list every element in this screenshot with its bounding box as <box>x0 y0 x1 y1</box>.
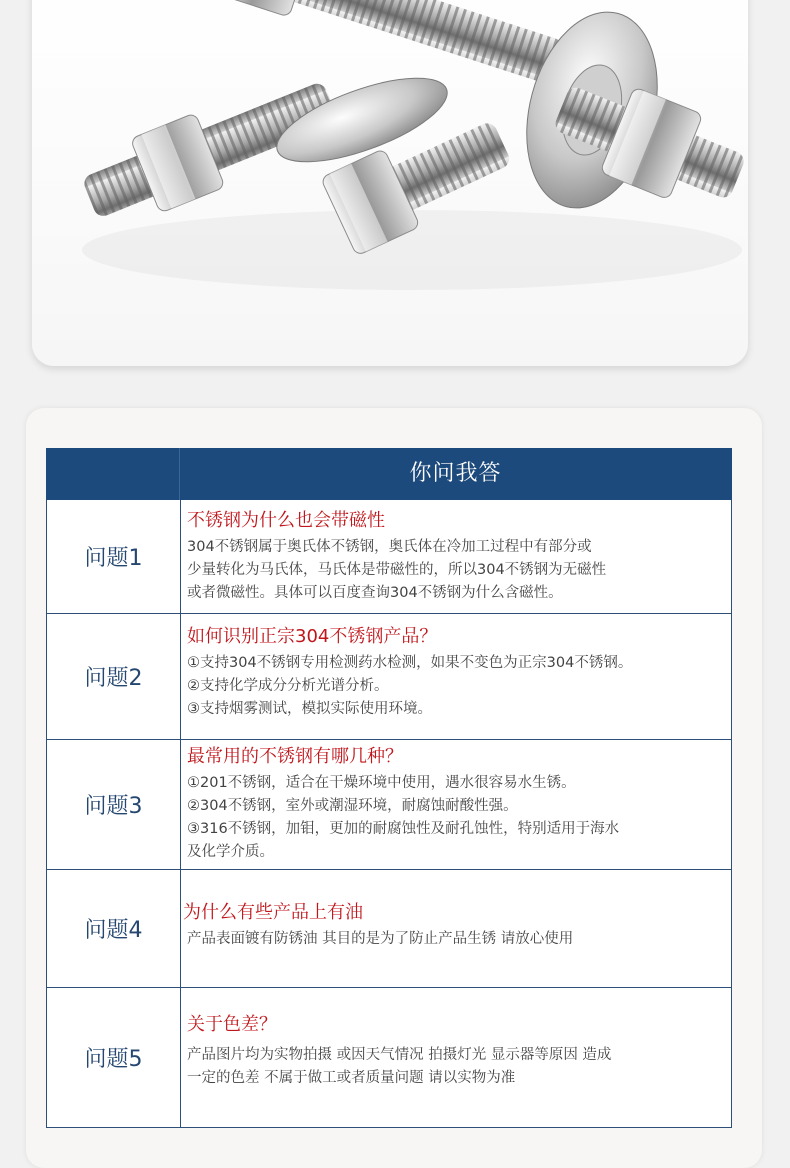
question-title: 为什么有些产品上有油 <box>183 902 363 923</box>
answer-content <box>187 624 723 721</box>
answer-line: ③316不锈钢，加钼，更加的耐腐蚀性及耐孔蚀性，特别适用于海水 <box>187 821 620 837</box>
faq-row-2 <box>46 614 732 740</box>
answer-line: 及化学介质。 <box>187 844 274 860</box>
question-label: 问题5 <box>47 988 181 1127</box>
question-title: 最常用的不锈钢有哪几种？ <box>187 746 403 767</box>
question-label: 问题4 <box>47 870 181 987</box>
question-title: 不锈钢为什么也会带磁性 <box>187 510 385 531</box>
faq-header <box>46 448 732 500</box>
answer-line: ①支持304不锈钢专用检测药水检测，如果不变色为正宗304不锈钢。 <box>187 655 633 671</box>
faq-row-5 <box>46 988 732 1128</box>
answer-content <box>187 1012 723 1090</box>
faq-row-3 <box>46 740 732 870</box>
answer-line: ②支持化学成分分析光谱分析。 <box>187 678 389 694</box>
faq-row-1 <box>46 500 732 614</box>
question-label: 问题2 <box>47 614 181 739</box>
answer-line: 产品图片均为实物拍摄 或因天气情况 拍摄灯光 显示器等原因 造成 <box>187 1047 612 1063</box>
question-label: 问题1 <box>47 500 181 613</box>
bolt-assembly-image <box>32 0 748 366</box>
answer-content <box>187 508 723 605</box>
answer-line: 产品表面镀有防锈油 其目的是为了防止产品生锈 请放心使用 <box>187 931 574 947</box>
question-title: 关于色差？ <box>187 1014 277 1035</box>
answer-line: 少量转化为马氏体，马氏体是带磁性的，所以304不锈钢为无磁性 <box>187 562 607 578</box>
faq-row-4 <box>46 870 732 988</box>
answer-line: ③支持烟雾测试，模拟实际使用环境。 <box>187 701 432 717</box>
answer-line: ②304不锈钢，室外或潮湿环境，耐腐蚀耐酸性强。 <box>187 798 518 814</box>
answer-line: 一定的色差 不属于做工或者质量问题 请以实物为准 <box>187 1070 516 1086</box>
product-photo-card <box>32 0 748 366</box>
answer-content <box>187 744 723 864</box>
answer-line: 304不锈钢属于奥氏体不锈钢，奥氏体在冷加工过程中有部分或 <box>187 539 592 555</box>
faq-title: 你问我答 <box>409 461 502 486</box>
answer-line: 或者微磁性。具体可以百度查询304不锈钢为什么含磁性。 <box>187 585 563 601</box>
answer-content <box>183 900 723 951</box>
answer-line: ①201不锈钢，适合在干燥环境中使用，遇水很容易水生锈。 <box>187 775 576 791</box>
question-title: 如何识别正宗304不锈钢产品？ <box>187 626 438 647</box>
question-label: 问题3 <box>47 740 181 869</box>
